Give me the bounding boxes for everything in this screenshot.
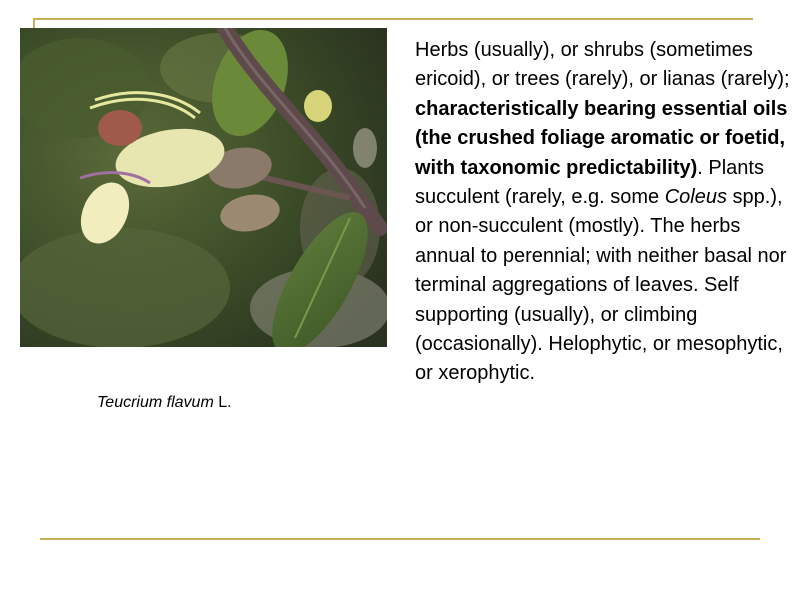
description-part-1: Herbs (usually), or shrubs (sometimes ericoid), or trees (rarely), or lianas (rarely); [415, 39, 790, 91]
top-divider-tick [33, 18, 35, 28]
top-divider [33, 18, 753, 20]
description-text [415, 36, 790, 389]
bottom-divider [40, 538, 760, 540]
caption-author: L. [213, 394, 232, 411]
description-part-2: . Plants succulent (rarely, e.g. some [415, 156, 764, 209]
caption-species: Teucrium flavum [97, 394, 214, 411]
description-bold: characteristically bearing essential oils (the crushed foliage aromatic or foetid, with taxonomic predictability) [415, 97, 788, 179]
plant-photo [20, 28, 387, 347]
description-genus: Coleus [664, 186, 727, 209]
description-part-3: spp.), or non-succulent (mostly). The herbs annual to perennial; with neither basal nor terminal aggregations of leaves. Self supporting (usually), or climbing (occasionally). Helophytic, or mesophytic, or xerophytic. [415, 186, 787, 385]
photo-caption [97, 394, 232, 412]
